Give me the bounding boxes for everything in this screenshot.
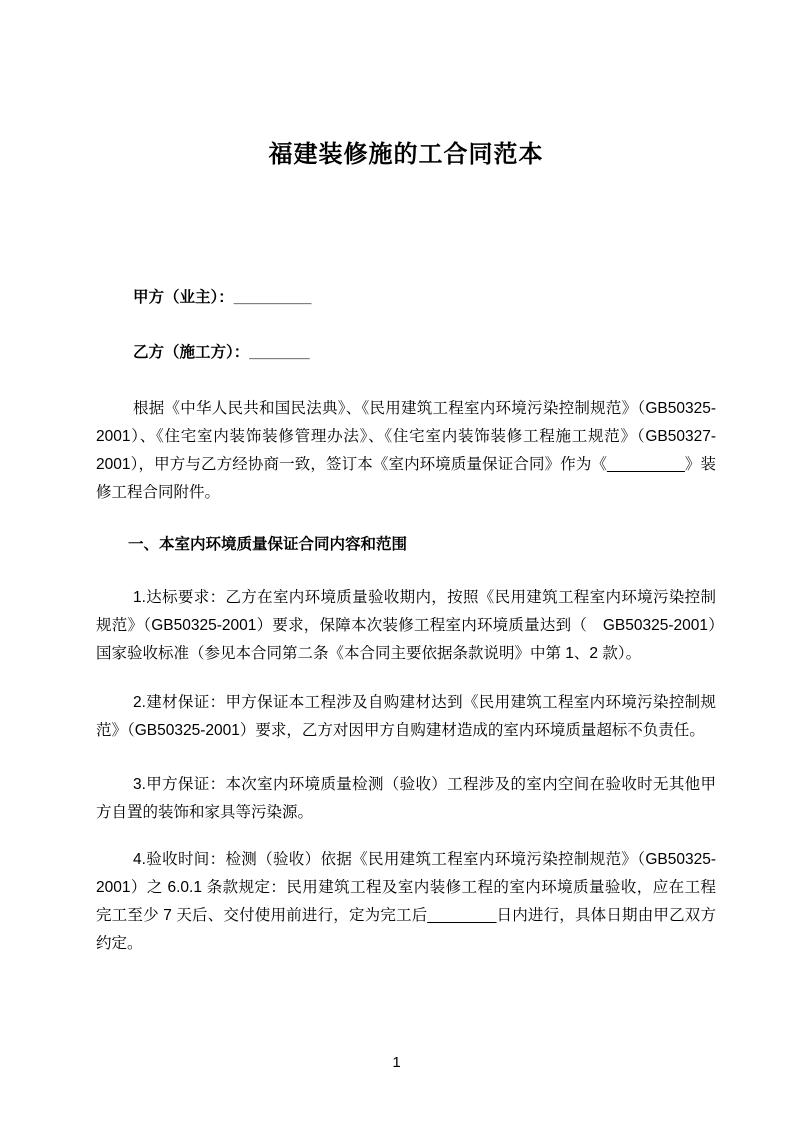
party-a-line: 甲方（业主）：_________: [133, 289, 312, 306]
document-title: 福建装修施的工合同范本: [268, 141, 544, 168]
intro-paragraph: 根据《中华人民共和国民法典》、《民用建筑工程室内环境污染控制规范》（GB50325-2001）、《住宅室内装饰装修管理办法》、《住宅室内装饰装修工程施工规范》（GB50327-2001），甲方与乙方经协商一致，签订本《室内环境质量保证合同》作为《_________》装修工程合同附件。: [96, 400, 716, 501]
party-b-line: 乙方（施工方）：_______: [133, 344, 310, 361]
section-1-heading: 一、本室内环境质量保证合同内容和范围: [128, 536, 408, 553]
clause-2-paragraph: 2.建材保证：甲方保证本工程涉及自购建材达到《民用建筑工程室内环境污染控制规范》（GB50325-2001）要求，乙方对因甲方自购建材造成的室内环境质量超标不负责任。: [96, 694, 716, 739]
page-number: 1: [392, 1054, 401, 1071]
clause-3-paragraph: 3.甲方保证：本次室内环境质量检测（验收）工程涉及的室内空间在验收时无其他甲方自置的装饰和家具等污染源。: [96, 776, 716, 821]
clause-4-paragraph: 4.验收时间：检测（验收）依据《民用建筑工程室内环境污染控制规范》（GB50325-2001）之 6.0.1 条款规定：民用建筑工程及室内装修工程的室内环境质量验收，应在工程完工至少 7 天后、交付使用前进行，定为完工后________日内进行，具体日期由甲乙双方约定。: [96, 851, 716, 952]
clause-1-paragraph: 1.达标要求：乙方在室内环境质量验收期内，按照《民用建筑工程室内环境污染控制规范》（GB50325-2001）要求，保障本次装修工程室内环境质量达到（ GB50325-2001）国家验收标准（参见本合同第二条《本合同主要依据条款说明》中第 1、2 款）。: [96, 589, 716, 662]
